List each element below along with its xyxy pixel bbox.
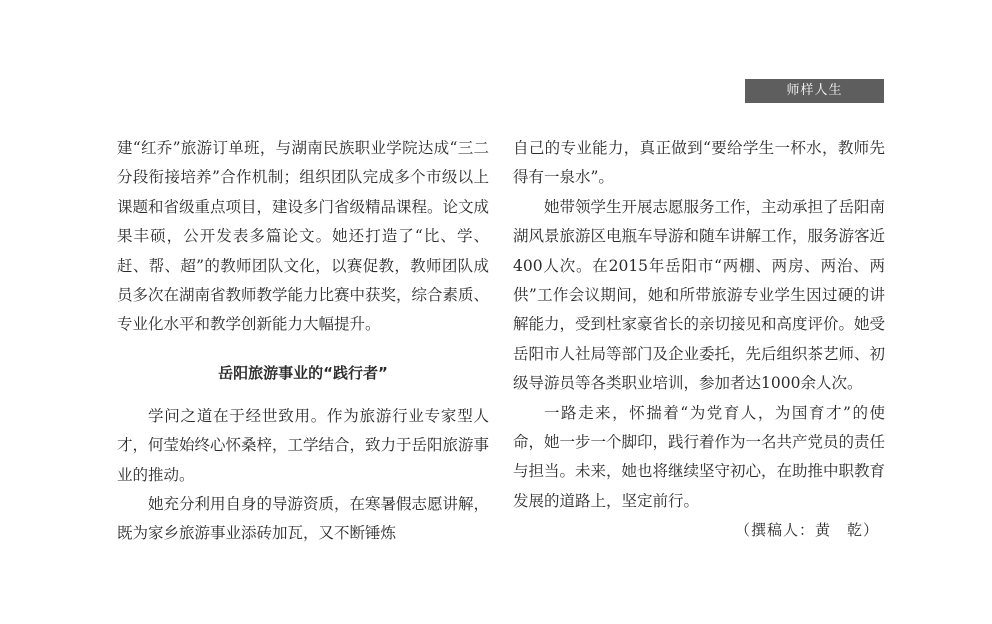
- right-column: [513, 134, 885, 545]
- section-tag: 师样人生: [745, 79, 884, 103]
- left-column: [117, 134, 489, 549]
- author-byline: （撰稿人：黄 乾）: [734, 521, 879, 540]
- section-subheading: 岳阳旅游事业的“践行者”: [218, 363, 388, 382]
- paragraph: 她带领学生开展志愿服务工作，主动承担了岳阳南湖风景旅游区电瓶车导游和随车讲解工作，服务游客近400人次。在2015年岳阳市“两棚、两房、两治、两供”工作会议期间，她和所带旅游专业学生因过硬的讲解能力，受到杜家豪省长的亲切接见和高度评价。她受岳阳市人社局等部门及企业委托，先后组织茶艺师、初级导游员等各类职业培训，参加者达1000余人次。: [513, 197, 886, 393]
- paragraph: 一路走来，怀揣着“为党育人，为国育才”的使命，她一步一个脚印，践行着作为一名共产党员的责任与担当。未来，她也将继续坚守初心，在助推中职教育发展的道路上，坚定前行。: [513, 403, 886, 510]
- paragraph: 学问之道在于经世致用。作为旅游行业专家型人才，何莹始终心怀桑梓，工学结合，致力于岳阳旅游事业的推动。: [117, 406, 490, 484]
- paragraph: 建“红乔”旅游订单班，与湖南民族职业学院达成“三二分段衔接培养”合作机制；组织团队完成多个市级以上课题和省级重点项目，建设多门省级精品课程。论文成果丰硕，公开发表多篇论文。她还打造了“比、学、赶、帮、超”的教师团队文化，以赛促教，教师团队成员多次在湖南省教师教学能力比赛中获奖，综合素质、专业化水平和教学创新能力大幅提升。: [117, 139, 490, 334]
- paragraph: 她充分利用自身的导游资质，在寒暑假志愿讲解，既为家乡旅游事业添砖加瓦，又不断锤炼: [117, 495, 490, 543]
- paragraph: 自己的专业能力，真正做到“要给学生一杯水，教师先得有一泉水”。: [513, 139, 885, 187]
